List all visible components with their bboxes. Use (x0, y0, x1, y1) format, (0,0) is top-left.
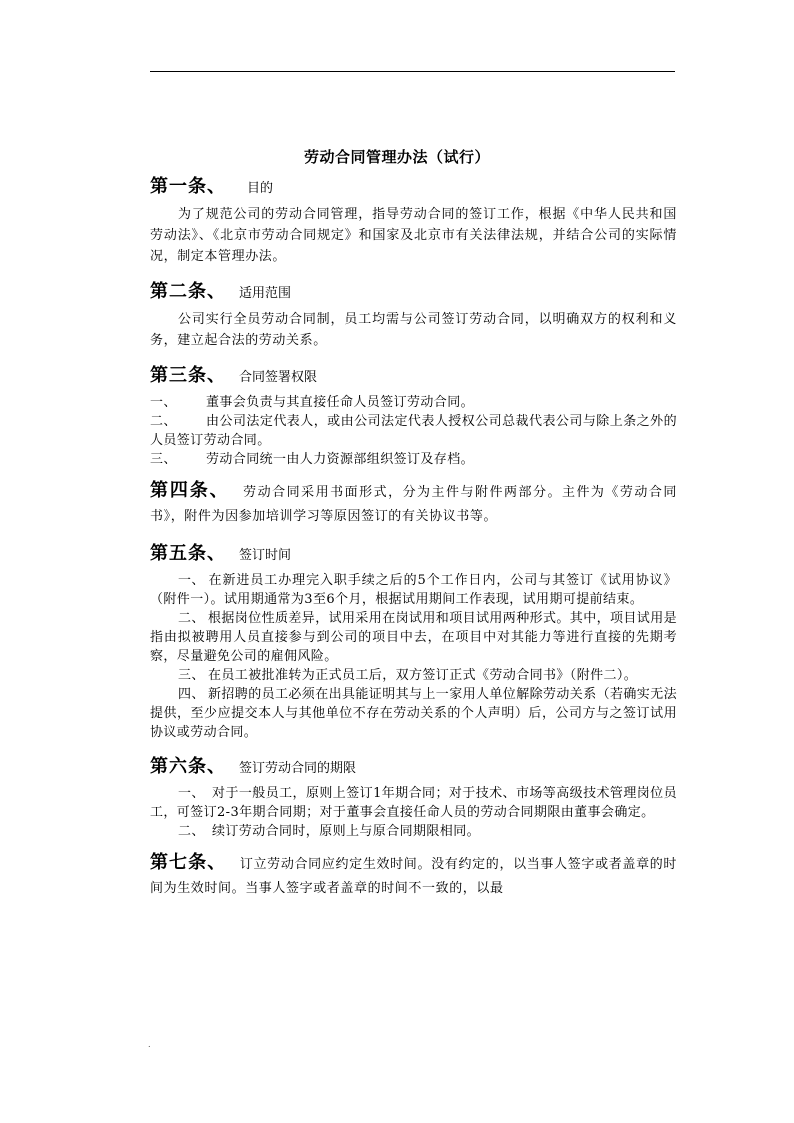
item-text: 根据岗位性质差异，试用采用在岗试用和项目试用两种形式。其中，项目试用是指由拟被聘用人员直接参与到公司的项目中去，在项目中对其能力等进行直接的先期考察，尽量避免公司的雇佣风险。 (150, 611, 678, 664)
article-3 (150, 361, 677, 469)
item-text: 劳动合同统一由人力资源部组织签订及存档。 (206, 452, 475, 467)
article-separator: 、 (207, 365, 225, 386)
article-number: 第一条 (150, 176, 207, 197)
article-title: 签订时间 (239, 548, 292, 563)
article-paragraph: 订立劳动合同应约定生效时间。没有约定的，以当事人签字或者盖章的时间为生效时间。当事人签字或者盖章的时间不一致的，以最 (150, 857, 677, 896)
item-text: 新招聘的员工必须在出具能证明其与上一家用人单位解除劳动关系（若确实无法提供，至少应提交本人与其他单位不存在劳动关系的个人声明）后，公司方与之签订试用协议或劳动合同。 (150, 687, 678, 740)
list-item (150, 571, 677, 609)
article-number: 第五条 (150, 543, 207, 564)
article-7 (150, 851, 677, 901)
article-paragraph: 公司实行全员劳动合同制，员工均需与公司签订劳动合同，以明确双方的权利和义务，建立起合法的劳动关系。 (150, 312, 677, 348)
article-separator: 、 (207, 176, 225, 197)
article-2 (150, 277, 677, 351)
item-marker: 四、 (178, 687, 205, 702)
article-title: 适用范围 (239, 286, 292, 301)
article-heading (150, 752, 677, 778)
item-marker: 一、 (178, 573, 205, 588)
list-item (150, 666, 677, 685)
article-paragraph: 劳动合同采用书面形式，分为主件与附件两部分。主件为《劳动合同书》，附件为因参加培训学习等原因签订的有关协议书等。 (150, 485, 677, 524)
article-heading (150, 851, 677, 901)
article-number: 第三条 (150, 365, 207, 386)
item-text: 由公司法定代表人，或由公司法定代表人授权公司总裁代表公司与除上条之外的人员签订劳动合同。 (150, 414, 677, 448)
article-title: 合同签署权限 (239, 370, 318, 385)
item-marker: 二、 (178, 824, 205, 839)
article-separator: 、 (207, 852, 226, 873)
article-heading (150, 277, 677, 303)
list-item (150, 393, 677, 412)
article-heading (150, 479, 677, 529)
list-item (150, 685, 677, 742)
article-title: 签订劳动合同的期限 (239, 761, 357, 776)
article-number: 第六条 (150, 756, 207, 777)
article-6 (150, 752, 677, 841)
footer-mark: . (148, 1040, 151, 1049)
item-marker: 一、 (178, 786, 205, 801)
article-number: 第七条 (150, 852, 208, 873)
item-marker: 三、 (150, 452, 177, 467)
article-paragraph: 为了规范公司的劳动合同管理，指导劳动合同的签订工作，根据《中华人民共和国劳动法》、《北京市劳动合同规定》和国家及北京市有关法律法规，并结合公司的实际情况，制定本管理办法。 (150, 207, 677, 264)
document-title: 劳动合同管理办法（试行） (303, 148, 490, 166)
document-body (150, 172, 677, 901)
article-heading (150, 172, 677, 198)
item-text: 续订劳动合同时，原则上与原合同期限相同。 (212, 824, 481, 839)
article-number: 第二条 (150, 281, 207, 302)
item-text: 董事会负责与其直接任命人员签订劳动合同。 (206, 395, 475, 410)
article-separator: 、 (207, 281, 225, 302)
article-1 (150, 172, 677, 267)
list-item (150, 412, 677, 450)
list-item (150, 822, 677, 841)
article-separator: 、 (207, 543, 225, 564)
article-separator: 、 (207, 756, 225, 777)
item-marker: 三、 (178, 668, 205, 683)
item-text: 在新进员工办理完入职手续之后的5个工作日内，公司与其签订《试用协议》（附件一）。试用期通常为3至6个月，根据试用期间工作表现，试用期可提前结束。 (150, 573, 677, 607)
list-item (150, 609, 677, 666)
list-item (150, 784, 677, 822)
item-marker: 二、 (150, 414, 177, 429)
item-text: 对于一般员工，原则上签订1年期合同；对于技术、市场等高级技术管理岗位员工，可签订2-3年期合同期；对于董事会直接任命人员的劳动合同期限由董事会确定。 (150, 786, 677, 820)
article-5 (150, 539, 677, 742)
item-marker: 二、 (178, 611, 205, 626)
article-separator: 、 (209, 480, 230, 501)
article-heading (150, 361, 677, 387)
article-title: 目的 (247, 181, 274, 196)
item-text: 在员工被批准转为正式员工后，双方签订正式《劳动合同书》（附件二）。 (208, 668, 638, 683)
list-item (150, 450, 677, 469)
header-rule (150, 71, 675, 72)
article-4 (150, 479, 677, 529)
item-marker: 一、 (150, 395, 177, 410)
article-number: 第四条 (150, 480, 210, 501)
article-heading (150, 539, 677, 565)
